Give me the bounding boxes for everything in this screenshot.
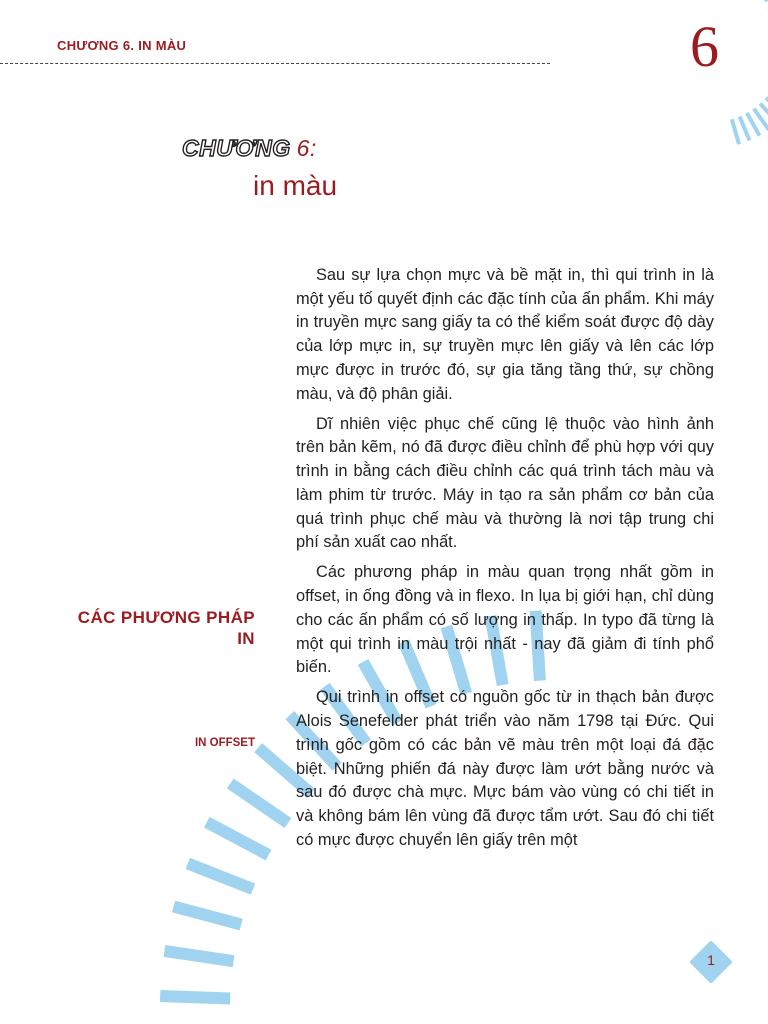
chapter-number: 6: [690, 14, 719, 79]
section-heading: CÁC PHƯƠNG PHÁP IN: [77, 608, 255, 648]
ring-tick: [160, 996, 230, 999]
paragraph: Các phương pháp in màu quan trọng nhất gồm in offset, in ống đồng và in flexo. In lụa bị giới hạn, chỉ dùng cho các ấn phẩm có số lượng in thấp. In typo đã từng là một qui trình in màu trội nhất - nay đã giảm đi tính phổ biến.: [296, 563, 714, 677]
running-header: CHƯƠNG 6. IN MÀU: [57, 38, 187, 53]
ring-tick: [207, 822, 269, 855]
chapter-label-number: 6:: [296, 135, 317, 161]
page-number: 1: [707, 952, 715, 968]
chapter-label: [182, 135, 317, 162]
paragraph: Dĩ nhiên việc phục chế cũng lệ thuộc vào hình ảnh trên bản kẽm, nó đã được điều chỉnh để phù hợp với quy trình in bằng cách điều chỉnh các quá trình tách màu và làm phim từ trước. Máy in tạo ra sản phẩm cơ bản của quá trình phục chế màu và thường là nơi tập trung chi phí sản xuất cao nhất.: [296, 414, 714, 552]
subsection-heading: IN OFFSET: [194, 737, 255, 749]
ring-tick: [188, 863, 253, 889]
chapter-title: in màu: [253, 170, 338, 201]
ring-tick: [164, 951, 233, 961]
body-text: [296, 264, 714, 859]
paragraph: Qui trình in offset có nguồn gốc từ in thạch bản được Alois Senefelder phát triển vào năm 1798 tại Đức. Qui trình gốc gồm có các bản vẽ màu trên một loại đá đặc biệt. Những phiến đá này được làm ướt bằng nước và sau đó được chà mực. Mực bám vào vùng có chi tiết in và không bám lên vùng đã được tẩm ướt. Sau đó chi tiết có mực được chuyển lên giấy trên một: [296, 688, 714, 849]
paragraph: Sau sự lựa chọn mực và bề mặt in, thì qui trình in là một yếu tố quyết định các đặc tính của ấn phẩm. Khi máy in truyền mực sang giấy ta có thể kiểm soát được độ dày của lớp mực in, sự truyền mực lên giấy và lên các lớp mực được in trước đó, sự gia tăng tầng thứ, sự chồng màu, và độ phân giải.: [296, 266, 714, 403]
chapter-label-word: CHƯƠNG: [182, 135, 291, 161]
header-divider: [0, 63, 550, 64]
ring-tick: [230, 783, 288, 823]
ring-tick: [174, 907, 242, 925]
